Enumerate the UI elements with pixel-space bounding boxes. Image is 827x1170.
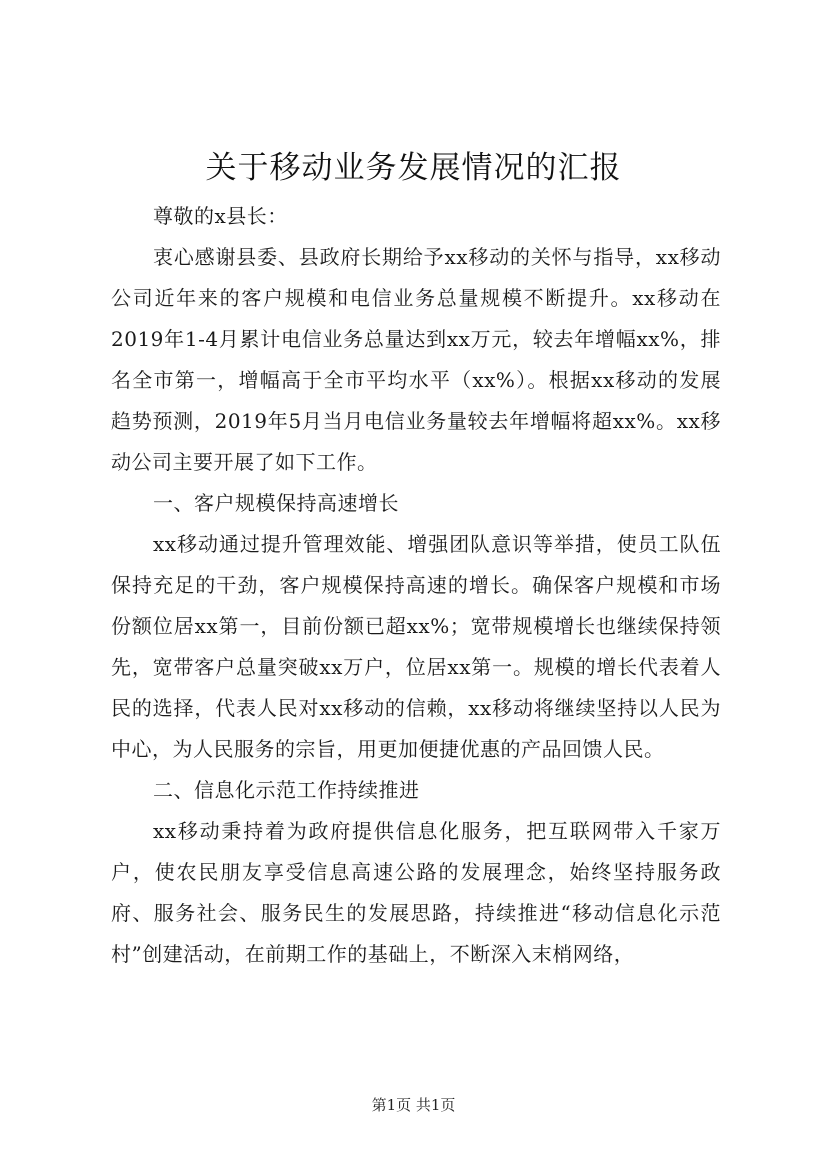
paragraph-section-1: xx移动通过提升管理效能、增强团队意识等举措，使员工队伍保持充足的干劲，客户规模保持高速的增长。确保客户规模和市场份额位居xx第一，目前份额已超xx%；宽带规模增长也继续保持领先，宽带客户总量突破xx万户，位居xx第一。规模的增长代表着人民的选择，代表人民对xx移动的信赖，xx移动将继续坚持以人民为中心，为人民服务的宗旨，用更加便捷优惠的产品回馈人民。: [111, 532, 721, 761]
paragraph-intro: 衷心感谢县委、县政府长期给予xx移动的关怀与指导，xx移动公司近年来的客户规模和电信业务总量规模不断提升。xx移动在2019年1-4月累计电信业务总量达到xx万元，较去年增幅xx%，排名全市第一，增幅高于全市平均水平（xx%）。根据xx移动的发展趋势预测，2019年5月当月电信业务量较去年增幅将超xx%。xx移动公司主要开展了如下工作。: [111, 245, 721, 474]
page-number-footer: 第1页 共1页: [371, 1096, 456, 1114]
paragraph-section-2: xx移动秉持着为政府提供信息化服务，把互联网带入千家万户，使农民朋友享受信息高速公路的发展理念，始终坚持服务政府、服务社会、服务民生的发展思路，持续推进“移动信息化示范村”创建活动，在前期工作的基础上，不断深入末梢网络，: [111, 819, 721, 966]
section-heading-2: 二、信息化示范工作持续推进: [153, 778, 420, 802]
salutation: 尊敬的x县长：: [153, 204, 288, 228]
document-title: 关于移动业务发展情况的汇报: [205, 150, 622, 186]
section-heading-1: 一、客户规模保持高速增长: [153, 491, 399, 515]
document-body: [111, 196, 721, 975]
